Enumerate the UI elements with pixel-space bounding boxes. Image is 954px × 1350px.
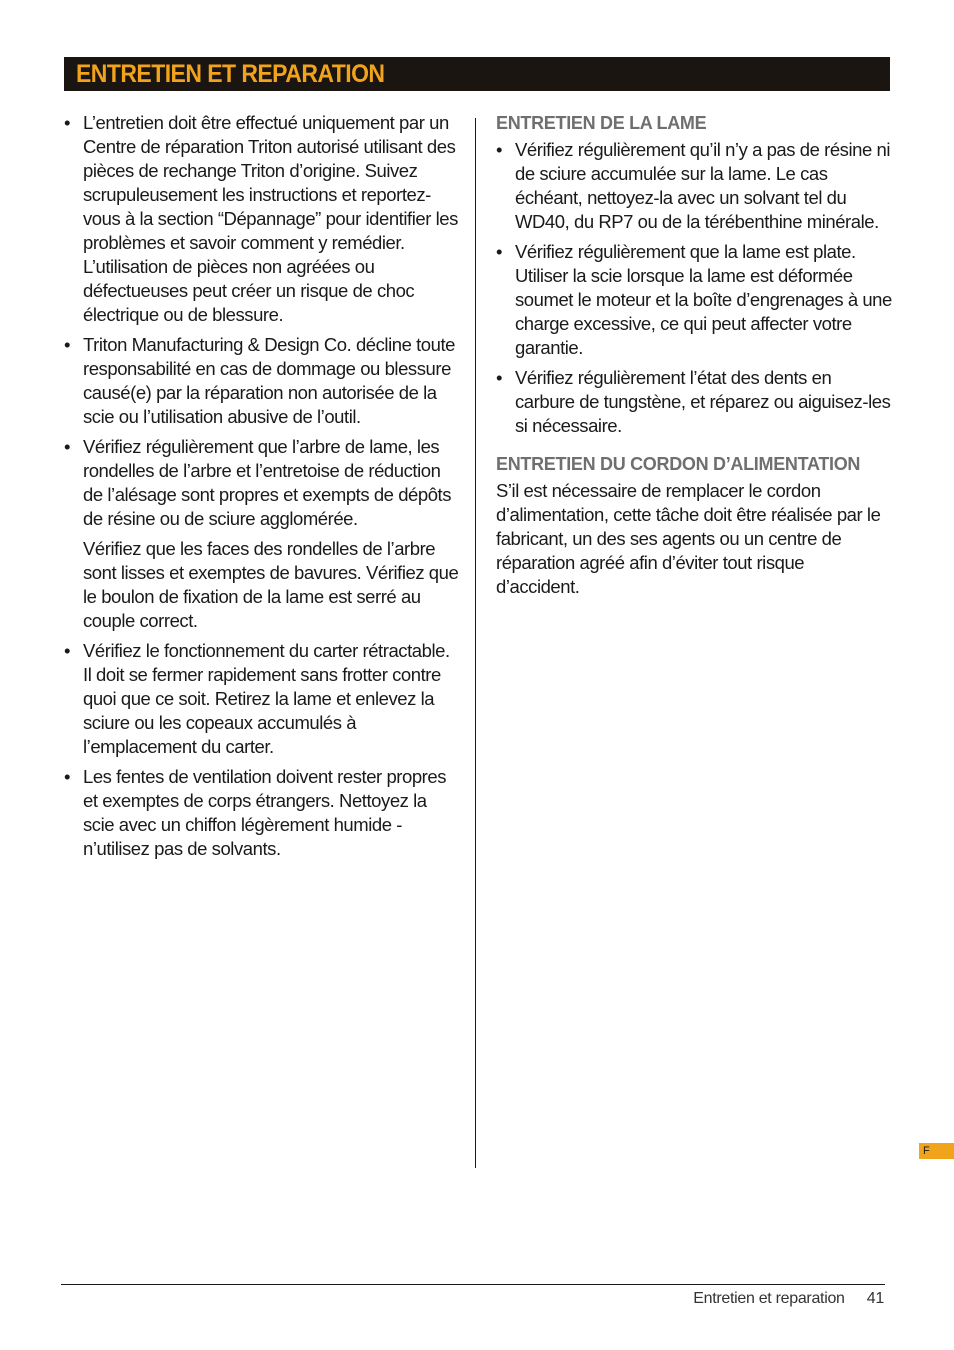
blade-maintenance-list bbox=[496, 138, 892, 438]
column-divider bbox=[475, 118, 476, 1168]
list-item bbox=[64, 639, 460, 759]
list-item bbox=[64, 435, 460, 531]
bullet-icon: • bbox=[64, 640, 71, 661]
page-footer bbox=[693, 1290, 884, 1308]
list-item bbox=[496, 366, 892, 438]
list-item-text: Vérifiez le fonctionnement du carter rétractable. Il doit se fermer rapidement sans frotter contre quoi que ce soit. Retirez la lame et enlevez la sciure ou les copeaux accumulés à l’emplacement du carter. bbox=[83, 640, 450, 757]
maintenance-list-continued bbox=[64, 639, 460, 861]
left-column bbox=[64, 111, 460, 867]
footer-rule bbox=[61, 1284, 885, 1285]
bullet-icon: • bbox=[64, 766, 71, 787]
list-item-text: L’entretien doit être effectué uniquement par un Centre de réparation Triton autorisé utilisant des pièces de rechange Triton d’origine. Suivez scrupuleusement les instructions et reportez-vous à la section “Dépannage” pour identifier les problèmes et savoir comment y remédier. L’utilisation de pièces non agréées ou défectueuses peut créer un risque de choc électrique ou de blessure. bbox=[83, 112, 458, 325]
list-item bbox=[496, 240, 892, 360]
language-tab bbox=[919, 1143, 954, 1159]
power-cord-heading: ENTRETIEN DU CORDON D’ALIMENTATION bbox=[496, 454, 861, 474]
list-item-continuation: Vérifiez que les faces des rondelles de l’arbre sont lisses et exemptes de bavures. Vérifiez que le boulon de fixation de la lame est serré au couple correct. bbox=[83, 538, 459, 631]
footer-section-name: Entretien et reparation bbox=[693, 1290, 845, 1307]
maintenance-list bbox=[64, 111, 460, 531]
list-item bbox=[64, 765, 460, 861]
page-number: 41 bbox=[866, 1290, 884, 1307]
language-tab-label: F bbox=[923, 1145, 930, 1157]
list-item bbox=[496, 138, 892, 234]
section-header-bar bbox=[64, 57, 890, 91]
blade-maintenance-heading: ENTRETIEN DE LA LAME bbox=[496, 113, 707, 133]
list-item-text: Triton Manufacturing & Design Co. décline toute responsabilité en cas de dommage ou blessure causé(e) par la réparation non autorisée de la scie ou l’utilisation abusive de l’outil. bbox=[83, 334, 456, 427]
list-item-text: Vérifiez régulièrement qu’il n’y a pas de résine ni de sciure accumulée sur la lame. Le cas échéant, nettoyez-la avec un solvant tel du WD40, du RP7 ou de la térébenthine minérale. bbox=[515, 139, 891, 232]
bullet-icon: • bbox=[496, 367, 503, 388]
bullet-icon: • bbox=[64, 334, 71, 355]
right-column bbox=[496, 111, 892, 599]
list-item bbox=[64, 111, 460, 327]
list-item-text: Vérifiez régulièrement que la lame est plate. Utiliser la scie lorsque la lame est déformée soumet le moteur et la boîte d’engrenages à une charge excessive, ce qui peut affecter votre garantie. bbox=[515, 241, 892, 358]
bullet-icon: • bbox=[496, 241, 503, 262]
bullet-icon: • bbox=[496, 139, 503, 160]
section-title: ENTRETIEN ET REPARATION bbox=[76, 59, 385, 88]
list-item-text: Vérifiez régulièrement que l’arbre de lame, les rondelles de l’arbre et l’entretoise de réduction de l’alésage sont propres et exempts de dépôts de résine ou de sciure agglomérée. bbox=[83, 436, 452, 529]
section-spacer bbox=[496, 444, 892, 452]
bullet-icon: • bbox=[64, 112, 71, 133]
list-item-text: Les fentes de ventilation doivent rester propres et exemptes de corps étrangers. Nettoyez la scie avec un chiffon légèrement humide - n’utilisez pas de solvants. bbox=[83, 766, 447, 859]
bullet-icon: • bbox=[64, 436, 71, 457]
list-item-text: Vérifiez régulièrement l’état des dents en carbure de tungstène, et réparez ou aiguisez-les si nécessaire. bbox=[515, 367, 891, 436]
power-cord-paragraph: S’il est nécessaire de remplacer le cordon d’alimentation, cette tâche doit être réalisée par le fabricant, un des ses agents ou un centre de réparation agréé afin d’éviter tout risque d’accident. bbox=[496, 480, 881, 597]
list-item bbox=[64, 333, 460, 429]
